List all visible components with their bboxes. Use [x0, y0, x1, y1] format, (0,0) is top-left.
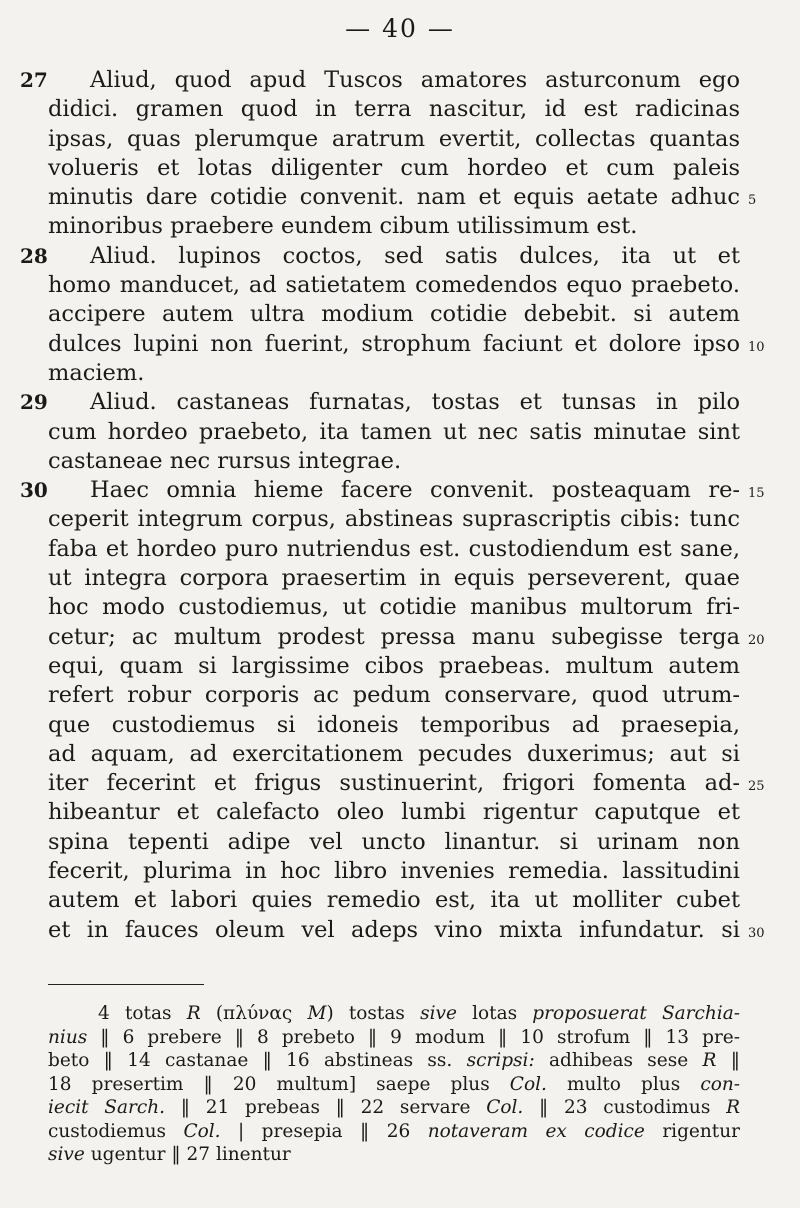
- line-number-margin: 10: [748, 339, 765, 355]
- text-line: hibeantur et calefacto oleo lumbi rigentur caputque et: [48, 799, 740, 826]
- text-line: [48, 916, 765, 945]
- text-line: ceperit integrum corpus, abstineas suprascriptis cibis: tunc: [48, 506, 740, 533]
- text-line: [20, 388, 740, 417]
- text-line: fecerit, plurima in hoc libro invenies remedia. lassitudini: [48, 858, 740, 885]
- text-line: [48, 769, 765, 798]
- footnote-text: ) tostas: [326, 1003, 421, 1024]
- text-line: accipere autem ultra modium cotidie debebit. si autem: [48, 301, 740, 328]
- text-line: equi, quam si largissime cibos praebeas. multum autem: [48, 652, 740, 679]
- text-line: autem et labori quies remedio est, ita ut molliter cubet: [48, 887, 740, 914]
- footnote-text: ‖ 21 prebeas ‖ 22 servare: [165, 1097, 487, 1118]
- line-text: Aliud. lupinos coctos, sed satis dulces, ita ut et: [90, 242, 740, 269]
- footnote-text: rigentur: [644, 1120, 740, 1142]
- line-text: dulces lupini non fuerint, strophum faciunt et dolore ipso: [48, 330, 740, 357]
- footnote-text: Col.: [486, 1097, 524, 1118]
- text-line: volueris et lotas diligenter cum hordeo et cum paleis: [48, 154, 740, 181]
- text-line: [48, 330, 765, 359]
- line-text: Aliud, quod apud Tuscos amatores asturconum ego: [90, 67, 740, 93]
- footnote-text: R: [702, 1050, 717, 1071]
- text-line: que custodiemus si idoneis temporibus ad praesepia,: [48, 711, 740, 738]
- footnote-text: ugentur ‖ 27 linentur: [84, 1144, 291, 1165]
- text-line: [20, 66, 740, 95]
- line-text: iter fecerint et frigus sustinuerint, frigori fomenta ad-: [48, 770, 740, 797]
- footnote-text: custodiemus: [48, 1120, 184, 1142]
- paragraph-number: 28: [20, 243, 48, 268]
- footnote-text: beto ‖ 14 castanae ‖ 16 abstineas ss.: [48, 1050, 467, 1071]
- text-line: homo manducet, ad satietatem comedendos equo praebeto.: [48, 272, 740, 299]
- footnote-text: 18 presertim ‖ 20 multum] saepe plus: [48, 1073, 510, 1095]
- paragraph-number: 29: [20, 390, 48, 415]
- line-number-margin: 30: [748, 925, 765, 941]
- text-line: [48, 183, 757, 212]
- text-line: castaneae nec rursus integrae.: [48, 447, 402, 474]
- footnote-text: adhibeas sese: [534, 1050, 703, 1071]
- text-line: spina tepenti adipe vel uncto linantur. si urinam non: [48, 828, 740, 855]
- line-number-margin: 25: [748, 779, 765, 795]
- paragraph-number: 27: [20, 68, 48, 92]
- footnote-text: iecit Sarch.: [48, 1097, 166, 1118]
- footnote-text: multo plus: [546, 1073, 701, 1095]
- text-line: didici. gramen quod in terra nascitur, id est radicinas: [48, 96, 740, 123]
- footnote-line: [48, 1143, 740, 1167]
- footnote-text: 4 totas: [98, 1003, 187, 1024]
- text-line: ipsas, quas plerumque aratrum evertit, collectas quantas: [48, 125, 740, 152]
- footnote-text: notaveram ex codice: [427, 1120, 645, 1142]
- footnote-separator-rule: [48, 984, 204, 985]
- footnote-line: [48, 1073, 740, 1097]
- line-number-margin: 5: [748, 193, 757, 209]
- footnote-line: [48, 1002, 740, 1026]
- footnote-text: sive: [48, 1144, 85, 1165]
- footnote-text: ‖ 23 custodimus: [523, 1097, 727, 1118]
- line-number-margin: 20: [748, 632, 765, 648]
- line-text: Haec omnia hieme facere convenit. posteaquam re-: [90, 477, 740, 504]
- line-text: cetur; ac multum prodest pressa manu subegisse terga: [48, 623, 740, 650]
- line-text: et in fauces oleum vel adeps vino mixta infundatur. si: [48, 916, 740, 943]
- text-line: refert robur corporis ac pedum conservare, quod utrum-: [48, 682, 740, 709]
- footnote-text: M: [307, 1003, 327, 1024]
- footnote-text: ‖ 6 prebere ‖ 8 prebeto ‖ 9 modum ‖ 10 strofum ‖ 13 pre-: [87, 1026, 740, 1048]
- footnote-text: proposuerat Sarchia-: [532, 1003, 740, 1024]
- text-line: [48, 623, 765, 652]
- footnote-line: [48, 1049, 740, 1073]
- text-line: ut integra corpora praesertim in equis perseverent, quae: [48, 565, 740, 592]
- footnote-text: nius: [48, 1026, 88, 1048]
- text-line: ad aquam, ad exercitationem pecudes duxerimus; aut si: [48, 740, 740, 767]
- text-line: [20, 476, 765, 505]
- footnote-line: [48, 1120, 740, 1144]
- text-line: cum hordeo praebeto, ita tamen ut nec satis minutae sint: [48, 418, 740, 445]
- footnote-text: lotas: [456, 1003, 533, 1024]
- paragraph-number: 30: [20, 478, 48, 503]
- line-text: Aliud. castaneas furnatas, tostas et tunsas in pilo: [90, 389, 740, 416]
- footnote-text: ‖: [716, 1050, 740, 1071]
- line-text: minutis dare cotidie convenit. nam et equis aetate adhuc: [48, 184, 740, 211]
- footnote-text: Col.: [183, 1120, 221, 1142]
- text-line: minoribus praebere eundem cibum utilissimum est.: [48, 213, 638, 240]
- footnote-text: scripsi:: [466, 1050, 535, 1071]
- text-line: maciem.: [48, 359, 145, 386]
- footnote-text: R: [726, 1097, 740, 1118]
- text-line: faba et hordeo puro nutriendus est. custodiendum est sane,: [48, 535, 740, 562]
- footnote-text: (πλύνας: [200, 1003, 308, 1024]
- line-number-margin: 15: [748, 486, 765, 502]
- footnote-text: Col.: [509, 1073, 547, 1095]
- footnote-line: [48, 1026, 740, 1050]
- footnote-text: R: [186, 1003, 201, 1024]
- text-line: hoc modo custodiemus, ut cotidie manibus multorum fri-: [48, 594, 740, 621]
- main-text: [20, 66, 765, 945]
- footnote-text: sive: [420, 1003, 457, 1024]
- text-line: [20, 242, 740, 271]
- page-number: — 40 —: [345, 14, 455, 43]
- footnote-text: | presepia ‖ 26: [220, 1120, 428, 1142]
- critical-apparatus: [48, 1002, 740, 1167]
- footnote-line: [48, 1096, 740, 1120]
- footnote-text: con-: [700, 1073, 740, 1095]
